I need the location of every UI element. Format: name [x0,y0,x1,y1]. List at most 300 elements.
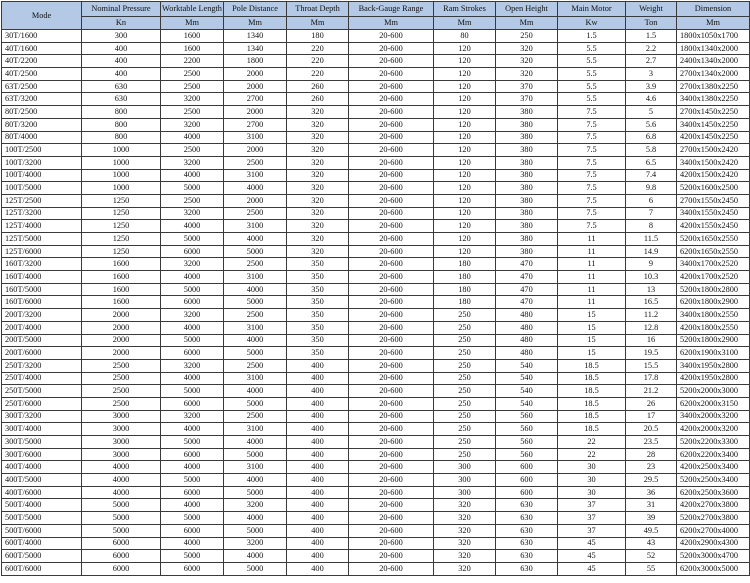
mode-cell: 400T/6000 [2,486,82,499]
nominal-pressure-cell: 2000 [82,321,161,334]
dimension-cell: 2700x1450x2250 [677,106,750,119]
mode-cell: 300T/3200 [2,410,82,423]
main-motor-cell: 11 [558,283,626,296]
worktable-length-cell: 3200 [161,156,224,169]
worktable-length-cell: 5000 [161,385,224,398]
main-motor-cell: 7.5 [558,182,626,195]
open-height-cell: 380 [496,106,558,119]
back-gauge-range-cell: 20-600 [349,131,434,144]
back-gauge-range-cell: 20-600 [349,42,434,55]
main-motor-cell: 18.5 [558,410,626,423]
dimension-cell: 4200x2500x3400 [677,461,750,474]
col-header-open-height: Open Height [496,2,558,17]
open-height-cell: 630 [496,550,558,563]
back-gauge-range-cell: 20-600 [349,321,434,334]
weight-cell: 7 [626,207,677,220]
weight-cell: 3 [626,68,677,81]
table-row [2,550,750,563]
pole-distance-cell: 2000 [224,106,287,119]
unit-worktable-length: Mm [161,17,224,30]
back-gauge-range-cell: 20-600 [349,410,434,423]
pole-distance-cell: 5000 [224,296,287,309]
dimension-cell: 2700x1340x2000 [677,68,750,81]
nominal-pressure-cell: 6000 [82,562,161,575]
pole-distance-cell: 2500 [224,359,287,372]
worktable-length-cell: 4000 [161,271,224,284]
nominal-pressure-cell: 630 [82,80,161,93]
open-height-cell: 250 [496,30,558,43]
unit-back-gauge-range: Mm [349,17,434,30]
worktable-length-cell: 6000 [161,397,224,410]
back-gauge-range-cell: 20-600 [349,499,434,512]
table-row [2,372,750,385]
weight-cell: 15.5 [626,359,677,372]
back-gauge-range-cell: 20-600 [349,93,434,106]
unit-pole-distance: Mm [224,17,287,30]
pole-distance-cell: 2000 [224,80,287,93]
back-gauge-range-cell: 20-600 [349,156,434,169]
mode-cell: 160T/3200 [2,258,82,271]
weight-cell: 5 [626,106,677,119]
nominal-pressure-cell: 3000 [82,410,161,423]
main-motor-cell: 22 [558,436,626,449]
dimension-cell: 3400x1500x2420 [677,156,750,169]
open-height-cell: 470 [496,296,558,309]
throat-depth-cell: 220 [287,68,349,81]
worktable-length-cell: 3200 [161,309,224,322]
dimension-cell: 4200x2000x3200 [677,423,750,436]
main-motor-cell: 15 [558,309,626,322]
throat-depth-cell: 320 [287,220,349,233]
open-height-cell: 380 [496,245,558,258]
nominal-pressure-cell: 800 [82,118,161,131]
ram-strokes-cell: 80 [434,30,496,43]
main-motor-cell: 7.5 [558,144,626,157]
mode-cell: 600T/6000 [2,562,82,575]
worktable-length-cell: 4000 [161,461,224,474]
table-row [2,410,750,423]
table-row [2,359,750,372]
col-header-main-motor: Main Motor [558,2,626,17]
open-height-cell: 560 [496,448,558,461]
main-motor-cell: 7.5 [558,106,626,119]
ram-strokes-cell: 120 [434,93,496,106]
weight-cell: 2.7 [626,55,677,68]
back-gauge-range-cell: 20-600 [349,334,434,347]
main-motor-cell: 18.5 [558,397,626,410]
open-height-cell: 540 [496,372,558,385]
mode-cell: 100T/3200 [2,156,82,169]
weight-cell: 6.8 [626,131,677,144]
pole-distance-cell: 3100 [224,372,287,385]
pole-distance-cell: 4000 [224,512,287,525]
main-motor-cell: 5.5 [558,55,626,68]
throat-depth-cell: 400 [287,448,349,461]
main-motor-cell: 18.5 [558,385,626,398]
nominal-pressure-cell: 800 [82,131,161,144]
dimension-cell: 5200x1600x2500 [677,182,750,195]
pole-distance-cell: 4000 [224,436,287,449]
table-row [2,512,750,525]
open-height-cell: 600 [496,461,558,474]
dimension-cell: 4200x1700x2520 [677,271,750,284]
throat-depth-cell: 320 [287,233,349,246]
dimension-cell: 6200x2700x4000 [677,524,750,537]
table-row [2,461,750,474]
main-motor-cell: 18.5 [558,372,626,385]
open-height-cell: 540 [496,397,558,410]
mode-cell: 125T/6000 [2,245,82,258]
nominal-pressure-cell: 400 [82,55,161,68]
worktable-length-cell: 6000 [161,486,224,499]
back-gauge-range-cell: 20-600 [349,68,434,81]
ram-strokes-cell: 250 [434,347,496,360]
main-motor-cell: 22 [558,448,626,461]
worktable-length-cell: 4000 [161,321,224,334]
pole-distance-cell: 3100 [224,131,287,144]
back-gauge-range-cell: 20-600 [349,448,434,461]
mode-cell: 300T/4000 [2,423,82,436]
mode-cell: 400T/5000 [2,474,82,487]
dimension-cell: 4200x1450x2250 [677,131,750,144]
dimension-cell: 6200x1900x3100 [677,347,750,360]
ram-strokes-cell: 300 [434,486,496,499]
table-row [2,156,750,169]
table-row [2,321,750,334]
dimension-cell: 6200x1650x2550 [677,245,750,258]
worktable-length-cell: 6000 [161,562,224,575]
table-body [2,30,750,576]
dimension-cell: 5200x3000x4700 [677,550,750,563]
weight-cell: 14.9 [626,245,677,258]
worktable-length-cell: 3200 [161,359,224,372]
worktable-length-cell: 2500 [161,80,224,93]
unit-dimension: Mm [677,17,750,30]
worktable-length-cell: 1600 [161,42,224,55]
back-gauge-range-cell: 20-600 [349,194,434,207]
worktable-length-cell: 5000 [161,334,224,347]
nominal-pressure-cell: 6000 [82,550,161,563]
ram-strokes-cell: 120 [434,194,496,207]
worktable-length-cell: 2200 [161,55,224,68]
ram-strokes-cell: 120 [434,106,496,119]
worktable-length-cell: 6000 [161,524,224,537]
ram-strokes-cell: 120 [434,220,496,233]
nominal-pressure-cell: 1600 [82,283,161,296]
table-row [2,334,750,347]
mode-cell: 125T/4000 [2,220,82,233]
nominal-pressure-cell: 4000 [82,461,161,474]
back-gauge-range-cell: 20-600 [349,296,434,309]
nominal-pressure-cell: 2000 [82,309,161,322]
open-height-cell: 320 [496,42,558,55]
weight-cell: 3.9 [626,80,677,93]
pole-distance-cell: 2500 [224,156,287,169]
weight-cell: 9 [626,258,677,271]
worktable-length-cell: 3200 [161,410,224,423]
ram-strokes-cell: 250 [434,448,496,461]
open-height-cell: 630 [496,562,558,575]
table-row [2,499,750,512]
back-gauge-range-cell: 20-600 [349,106,434,119]
table-row [2,169,750,182]
throat-depth-cell: 320 [287,106,349,119]
back-gauge-range-cell: 20-600 [349,169,434,182]
nominal-pressure-cell: 1250 [82,233,161,246]
ram-strokes-cell: 120 [434,156,496,169]
main-motor-cell: 1.5 [558,30,626,43]
mode-cell: 200T/3200 [2,309,82,322]
pole-distance-cell: 1340 [224,30,287,43]
col-header-pole-distance: Pole Distance [224,2,287,17]
ram-strokes-cell: 120 [434,245,496,258]
open-height-cell: 560 [496,423,558,436]
back-gauge-range-cell: 20-600 [349,359,434,372]
open-height-cell: 480 [496,334,558,347]
nominal-pressure-cell: 300 [82,30,161,43]
main-motor-cell: 11 [558,233,626,246]
ram-strokes-cell: 320 [434,499,496,512]
ram-strokes-cell: 250 [434,321,496,334]
worktable-length-cell: 2500 [161,194,224,207]
ram-strokes-cell: 250 [434,436,496,449]
table-row [2,296,750,309]
open-height-cell: 600 [496,474,558,487]
table-row [2,283,750,296]
weight-cell: 6 [626,194,677,207]
main-motor-cell: 7.5 [558,131,626,144]
nominal-pressure-cell: 4000 [82,486,161,499]
weight-cell: 2.2 [626,42,677,55]
ram-strokes-cell: 120 [434,182,496,195]
dimension-cell: 2700x1380x2250 [677,80,750,93]
nominal-pressure-cell: 1600 [82,258,161,271]
mode-cell: 250T/4000 [2,372,82,385]
table-row [2,182,750,195]
pole-distance-cell: 2000 [224,144,287,157]
throat-depth-cell: 400 [287,397,349,410]
nominal-pressure-cell: 3000 [82,423,161,436]
open-height-cell: 380 [496,220,558,233]
main-motor-cell: 18.5 [558,359,626,372]
table-row [2,258,750,271]
table-row [2,436,750,449]
weight-cell: 23 [626,461,677,474]
weight-cell: 26 [626,397,677,410]
header-row [2,2,750,17]
table-row [2,245,750,258]
back-gauge-range-cell: 20-600 [349,233,434,246]
mode-cell: 200T/5000 [2,334,82,347]
worktable-length-cell: 6000 [161,448,224,461]
mode-cell: 300T/5000 [2,436,82,449]
main-motor-cell: 30 [558,486,626,499]
mode-cell: 250T/3200 [2,359,82,372]
nominal-pressure-cell: 2500 [82,385,161,398]
pole-distance-cell: 5000 [224,486,287,499]
throat-depth-cell: 400 [287,486,349,499]
nominal-pressure-cell: 5000 [82,512,161,525]
dimension-cell: 6200x2200x3400 [677,448,750,461]
throat-depth-cell: 260 [287,80,349,93]
ram-strokes-cell: 320 [434,550,496,563]
throat-depth-cell: 400 [287,512,349,525]
pole-distance-cell: 2500 [224,258,287,271]
table-row [2,194,750,207]
dimension-cell: 5200x1650x2550 [677,233,750,246]
mode-cell: 100T/2500 [2,144,82,157]
mode-cell: 63T/3200 [2,93,82,106]
table-row [2,271,750,284]
nominal-pressure-cell: 2000 [82,334,161,347]
ram-strokes-cell: 120 [434,68,496,81]
pole-distance-cell: 3200 [224,537,287,550]
back-gauge-range-cell: 20-600 [349,207,434,220]
weight-cell: 43 [626,537,677,550]
pole-distance-cell: 2500 [224,207,287,220]
dimension-cell: 1800x1050x1700 [677,30,750,43]
weight-cell: 28 [626,448,677,461]
ram-strokes-cell: 250 [434,397,496,410]
worktable-length-cell: 3200 [161,207,224,220]
table-row [2,448,750,461]
main-motor-cell: 7.5 [558,220,626,233]
col-header-ram-strokes: Ram Strokes [434,2,496,17]
open-height-cell: 540 [496,359,558,372]
pole-distance-cell: 2000 [224,68,287,81]
back-gauge-range-cell: 20-600 [349,118,434,131]
open-height-cell: 630 [496,512,558,525]
throat-depth-cell: 400 [287,372,349,385]
nominal-pressure-cell: 2000 [82,347,161,360]
worktable-length-cell: 5000 [161,182,224,195]
throat-depth-cell: 350 [287,258,349,271]
dimension-cell: 4200x1800x2550 [677,321,750,334]
dimension-cell: 4200x1500x2420 [677,169,750,182]
mode-cell: 160T/4000 [2,271,82,284]
dimension-cell: 5200x2700x3800 [677,512,750,525]
open-height-cell: 630 [496,524,558,537]
worktable-length-cell: 6000 [161,245,224,258]
col-header-weight: Weight [626,2,677,17]
ram-strokes-cell: 120 [434,55,496,68]
dimension-cell: 5200x1800x2900 [677,334,750,347]
dimension-cell: 4200x2900x4300 [677,537,750,550]
back-gauge-range-cell: 20-600 [349,486,434,499]
mode-cell: 80T/2500 [2,106,82,119]
throat-depth-cell: 260 [287,93,349,106]
ram-strokes-cell: 320 [434,524,496,537]
open-height-cell: 560 [496,410,558,423]
unit-nominal-pressure: Kn [82,17,161,30]
ram-strokes-cell: 120 [434,144,496,157]
weight-cell: 11.2 [626,309,677,322]
back-gauge-range-cell: 20-600 [349,283,434,296]
mode-cell: 30T/1600 [2,30,82,43]
ram-strokes-cell: 180 [434,271,496,284]
throat-depth-cell: 400 [287,499,349,512]
pole-distance-cell: 4000 [224,233,287,246]
ram-strokes-cell: 250 [434,385,496,398]
throat-depth-cell: 320 [287,156,349,169]
table-row [2,30,750,43]
mode-cell: 400T/4000 [2,461,82,474]
pole-distance-cell: 2700 [224,93,287,106]
throat-depth-cell: 180 [287,30,349,43]
ram-strokes-cell: 180 [434,283,496,296]
weight-cell: 6.5 [626,156,677,169]
open-height-cell: 560 [496,436,558,449]
weight-cell: 4.6 [626,93,677,106]
open-height-cell: 380 [496,194,558,207]
pole-distance-cell: 2700 [224,118,287,131]
worktable-length-cell: 1600 [161,30,224,43]
mode-cell: 600T/4000 [2,537,82,550]
open-height-cell: 470 [496,258,558,271]
back-gauge-range-cell: 20-600 [349,474,434,487]
pole-distance-cell: 4000 [224,385,287,398]
mode-cell: 160T/6000 [2,296,82,309]
nominal-pressure-cell: 1000 [82,156,161,169]
mode-cell: 80T/4000 [2,131,82,144]
open-height-cell: 380 [496,169,558,182]
table-row [2,93,750,106]
open-height-cell: 380 [496,118,558,131]
pole-distance-cell: 5000 [224,562,287,575]
ram-strokes-cell: 250 [434,334,496,347]
open-height-cell: 380 [496,144,558,157]
throat-depth-cell: 400 [287,524,349,537]
dimension-cell: 5200x1800x2800 [677,283,750,296]
weight-cell: 9.8 [626,182,677,195]
table-row [2,207,750,220]
weight-cell: 12.8 [626,321,677,334]
throat-depth-cell: 320 [287,207,349,220]
nominal-pressure-cell: 400 [82,68,161,81]
ram-strokes-cell: 120 [434,118,496,131]
ram-strokes-cell: 120 [434,207,496,220]
throat-depth-cell: 320 [287,169,349,182]
ram-strokes-cell: 120 [434,42,496,55]
nominal-pressure-cell: 1250 [82,220,161,233]
weight-cell: 49.5 [626,524,677,537]
back-gauge-range-cell: 20-600 [349,562,434,575]
back-gauge-range-cell: 20-600 [349,524,434,537]
weight-cell: 20.5 [626,423,677,436]
col-header-worktable-length: Worktable Length [161,2,224,17]
dimension-cell: 3400x1950x2800 [677,359,750,372]
throat-depth-cell: 400 [287,410,349,423]
nominal-pressure-cell: 3000 [82,448,161,461]
table-header [2,2,750,30]
pole-distance-cell: 4000 [224,474,287,487]
open-height-cell: 480 [496,309,558,322]
back-gauge-range-cell: 20-600 [349,55,434,68]
throat-depth-cell: 400 [287,359,349,372]
ram-strokes-cell: 120 [434,131,496,144]
open-height-cell: 370 [496,93,558,106]
nominal-pressure-cell: 3000 [82,436,161,449]
main-motor-cell: 15 [558,321,626,334]
mode-cell: 40T/1600 [2,42,82,55]
back-gauge-range-cell: 20-600 [349,258,434,271]
pole-distance-cell: 3100 [224,461,287,474]
worktable-length-cell: 4000 [161,423,224,436]
mode-cell: 600T/5000 [2,550,82,563]
mode-cell: 100T/5000 [2,182,82,195]
dimension-cell: 2700x1550x2450 [677,194,750,207]
pole-distance-cell: 3200 [224,499,287,512]
